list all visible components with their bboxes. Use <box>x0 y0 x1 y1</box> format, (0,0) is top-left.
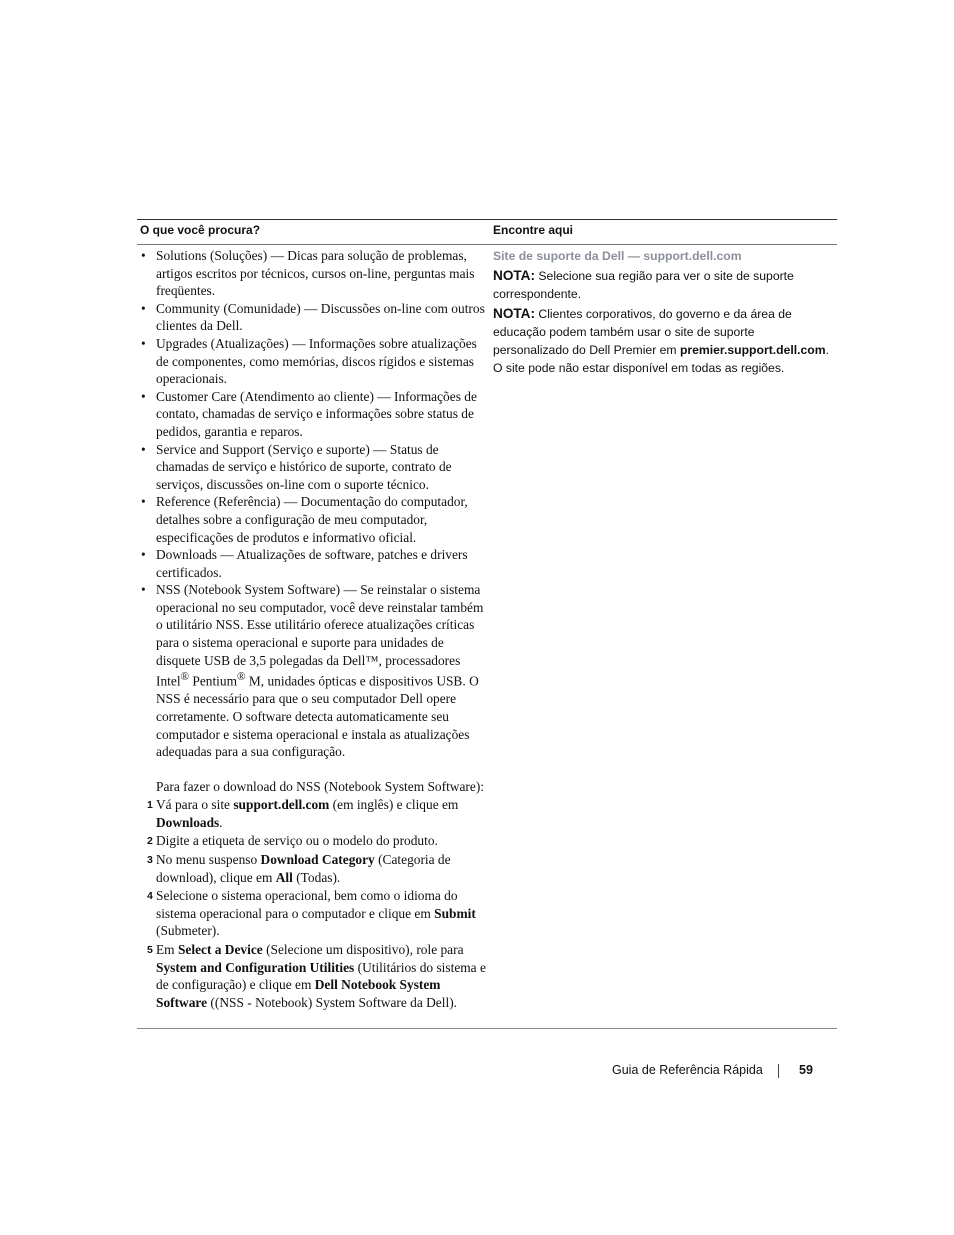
step-4 <box>137 887 487 940</box>
bullet-upgrades: • Upgrades (Atualizações) — Informações sobre atualizações de componentes, como memórias, discos rígidos e sistemas operacionais. <box>137 335 487 388</box>
dell-nss-label: Dell Notebook System Software <box>156 977 441 1010</box>
nss-text-3: M, unidades ópticas e dispositivos USB. O NSS é necessário para que o seu computador Dell opere corretamente. O software detecta automaticamente seu computador e sistema operacional e instala as atualizações adequadas para a sua configuração. <box>156 673 479 760</box>
download-steps <box>137 796 487 1011</box>
support-site-text: Site de suporte da Dell — <box>493 249 644 263</box>
step-text: (Utilitários do sistema e de configuração) e clique em <box>156 959 486 993</box>
step-text: (Selecione um dispositivo), role para <box>262 942 464 958</box>
note-label: NOTA: <box>493 306 536 321</box>
bullet-downloads: • Downloads — Atualizações de software, patches e drivers certificados. <box>137 546 487 581</box>
bullet-solutions: • Solutions (Soluções) — Dicas para solução de problemas, artigos escritos por técnicos, cursos on-line, perguntas mais freqüentes. <box>137 247 487 300</box>
table-header <box>137 220 837 245</box>
system-utilities-label: System and Configuration Utilities <box>156 959 355 975</box>
step-5 <box>137 941 487 1011</box>
step-3 <box>137 851 487 886</box>
nss-text-1: NSS (Notebook System Software) — Se reinstalar o sistema operacional no seu computador, você deve reinstalar também o utilitário NSS. Esse utilitário oferece atualizações críticas para o sistema operacional e suporte para unidades de disquete USB de 3,5 polegadas da Dell™, processadores Intel <box>156 582 484 689</box>
step-text: (Submeter). <box>156 923 220 939</box>
support-site-heading <box>493 247 833 265</box>
left-column <box>137 247 487 1011</box>
step-number: 4 <box>147 890 153 903</box>
footer-divider <box>778 1064 779 1078</box>
note-region <box>493 267 833 303</box>
footer-title: Guia de Referência Rápida <box>612 1063 763 1077</box>
bullet-reference: • Reference (Referência) — Documentação do computador, detalhes sobre a configuração de meu computador, especificações de produtos e informativo oficial. <box>137 493 487 546</box>
download-intro: Para fazer o download do NSS (Notebook System Software): <box>156 778 485 794</box>
step-1 <box>137 796 487 831</box>
step-number: 5 <box>147 944 153 957</box>
step-number: 2 <box>147 835 153 848</box>
header-find-here: Encontre aqui <box>493 223 574 237</box>
step-text: Selecione o sistema operacional, bem como o idioma do sistema operacional para o computador e clique em <box>156 888 458 921</box>
right-column <box>493 247 833 379</box>
info-table <box>137 219 837 1029</box>
download-category-label: Download Category <box>260 852 375 868</box>
note-premier <box>493 305 833 377</box>
registered-mark-1: ® <box>180 671 190 684</box>
bullet-community: • Community (Comunidade) — Discussões on-line com outros clientes da Dell. <box>137 300 487 335</box>
premier-link[interactable]: premier.support.dell.com <box>679 343 826 357</box>
support-site-link[interactable]: support.dell.com <box>643 249 742 263</box>
step-text: Em <box>156 942 178 958</box>
step-number: 1 <box>147 799 153 812</box>
nss-text-2: Pentium <box>189 673 238 689</box>
submit-label: Submit <box>434 905 476 921</box>
step-text: Vá para o site <box>156 797 234 813</box>
step-text: (Todas). <box>292 869 341 885</box>
page-number: 59 <box>799 1063 813 1077</box>
note-text: . O site pode não estar disponível em todas as regiões. <box>493 343 829 375</box>
note-text: Clientes corporativos, do governo e da área de educação podem também usar o site de suporte personalizado do Dell Premier em <box>493 307 792 357</box>
note-label: NOTA: <box>493 268 536 283</box>
bullet-service-support: • Service and Support (Serviço e suporte) — Status de chamadas de serviço e histórico de suporte, contrato de serviços, discussões on-line com o suporte técnico. <box>137 441 487 494</box>
step-text: Digite a etiqueta de serviço ou o modelo do produto. <box>156 833 438 849</box>
bullet-customer-care: • Customer Care (Atendimento ao cliente) — Informações de contato, chamadas de serviço e informações sobre status de pedidos, garantia e reparos. <box>137 388 487 441</box>
step-text: (em inglês) e clique em <box>329 797 459 813</box>
downloads-link[interactable]: Downloads <box>156 814 220 830</box>
bullet-nss <box>137 581 487 760</box>
step-text: ((NSS - Notebook) System Software da Dell). <box>207 994 457 1010</box>
registered-mark-2: ® <box>237 671 246 684</box>
note-text: Selecione sua região para ver o site de suporte correspondente. <box>493 269 794 301</box>
step-text: (Categoria de download), clique em <box>156 852 451 885</box>
step-2 <box>137 832 487 850</box>
select-device-label: Select a Device <box>177 942 263 958</box>
table-row <box>137 245 837 1029</box>
step-number: 3 <box>147 854 153 867</box>
resource-bullet-list <box>137 247 487 761</box>
support-link[interactable]: support.dell.com <box>233 797 330 813</box>
step-text: . <box>219 814 223 830</box>
step-text: No menu suspenso <box>156 852 261 868</box>
all-option-label: All <box>275 869 293 885</box>
header-what-you-seek: O que você procura? <box>140 223 261 237</box>
